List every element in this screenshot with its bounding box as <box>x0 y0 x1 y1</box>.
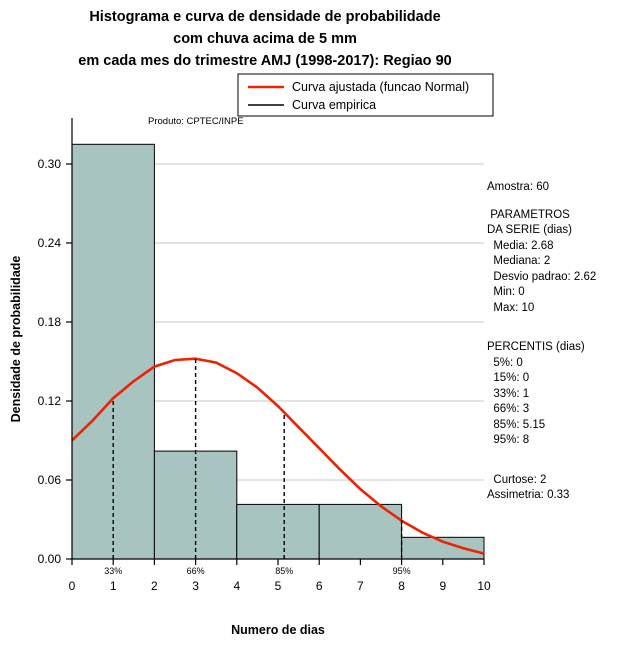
stat-p85: 85%: 5.15 <box>487 418 546 431</box>
stat-median: Mediana: 2 <box>487 255 551 267</box>
stat-p66: 66%: 3 <box>487 403 530 415</box>
y-tick-marks <box>66 164 72 559</box>
svg-text:0.06: 0.06 <box>37 473 61 487</box>
y-axis-label: Densidade de probabilidade <box>9 255 23 423</box>
y-tick-labels <box>38 157 62 566</box>
stat-mean: Media: 2.68 <box>487 239 554 252</box>
x-tick-labels <box>69 579 491 593</box>
svg-text:6: 6 <box>315 579 323 593</box>
stat-p5: 5%: 0 <box>487 356 523 369</box>
title-line-3: em cada mes do trimestre AMJ (1998-2017): Regiao 90 <box>78 53 452 69</box>
stat-min: Min: 0 <box>487 286 525 298</box>
svg-text:0.00: 0.00 <box>37 552 61 566</box>
stat-stdev: Desvio padrao: 2.62 <box>487 270 597 283</box>
stat-max: Max: 10 <box>487 301 535 314</box>
title-line-1: Histograma e curva de densidade de probabilidade <box>89 9 441 25</box>
svg-text:1: 1 <box>109 579 117 593</box>
svg-text:0.18: 0.18 <box>37 315 61 329</box>
stat-params-header-2: DA SERIE (dias) <box>487 224 572 236</box>
stat-skewness: Assimetria: 0.33 <box>487 489 570 501</box>
source-note: Produto: CPTEC/INPE <box>148 116 244 127</box>
svg-text:9: 9 <box>439 579 447 593</box>
legend <box>238 74 493 116</box>
percentile-label-95: 95% <box>392 566 411 576</box>
stat-p33: 33%: 1 <box>487 387 530 400</box>
percentile-label-66: 66% <box>186 566 205 576</box>
stat-p15: 15%: 0 <box>487 372 530 384</box>
svg-text:0.12: 0.12 <box>37 394 61 408</box>
stat-params-header-1: PARAMETROS <box>487 208 570 221</box>
stat-kurtosis: Curtose: 2 <box>487 473 547 486</box>
histogram-bar <box>237 504 319 559</box>
legend-label-fitted: Curva ajustada (funcao Normal) <box>292 80 470 94</box>
histogram-bar <box>72 144 154 559</box>
stat-p95: 95%: 8 <box>487 434 530 446</box>
svg-text:0.30: 0.30 <box>37 157 61 171</box>
title-line-2: com chuva acima de 5 mm <box>173 31 357 47</box>
side-statistics-panel <box>487 180 637 504</box>
stat-sample: Amostra: 60 <box>487 181 549 193</box>
svg-text:7: 7 <box>357 579 364 593</box>
svg-text:4: 4 <box>233 579 241 593</box>
svg-text:8: 8 <box>398 579 405 593</box>
x-axis-label: Numero de dias <box>231 623 325 637</box>
legend-label-empirical: Curva empirica <box>292 98 377 112</box>
svg-text:2: 2 <box>151 579 158 593</box>
svg-text:0: 0 <box>68 579 76 593</box>
svg-text:3: 3 <box>192 579 199 593</box>
svg-text:10: 10 <box>477 579 491 593</box>
svg-text:0.24: 0.24 <box>37 236 61 250</box>
stat-percentiles-header: PERCENTIS (dias) <box>487 341 585 353</box>
svg-text:5: 5 <box>274 579 282 593</box>
percentile-label-33: 33% <box>104 566 123 576</box>
percentile-label-85: 85% <box>275 566 294 576</box>
